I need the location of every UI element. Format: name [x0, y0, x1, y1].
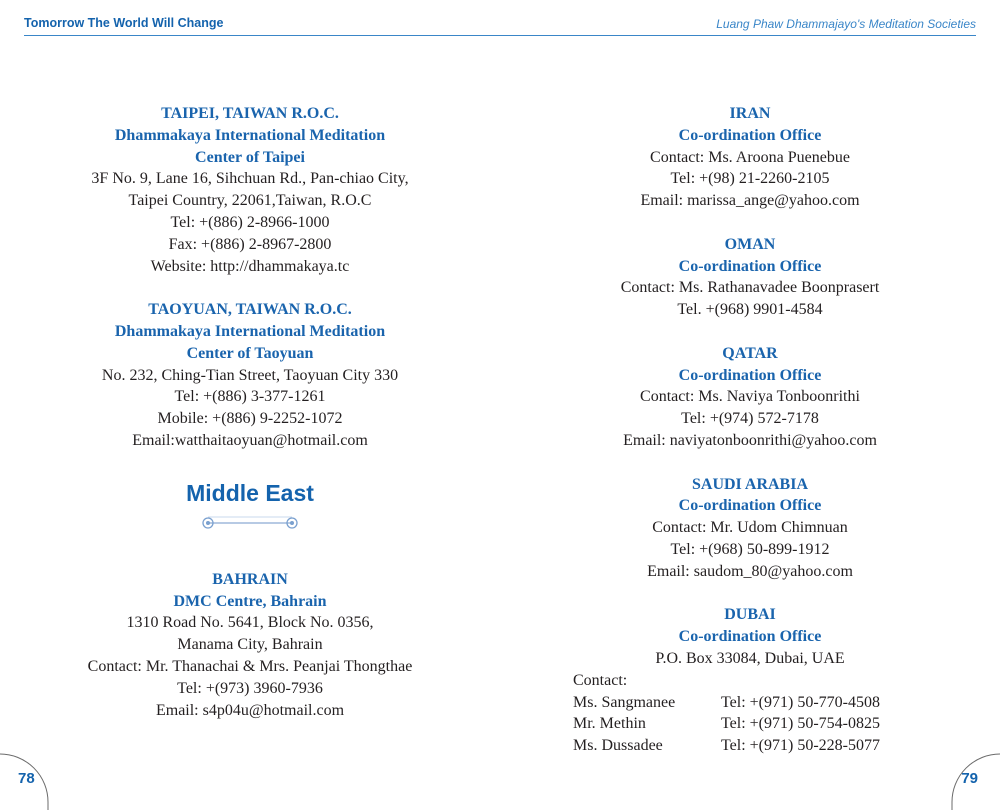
entry-title: IRAN: [729, 105, 771, 122]
entry-org-name: Co-ordination Office: [678, 257, 822, 275]
email-line: Email: saudom_80@yahoo.com: [647, 562, 853, 580]
phone-line: Tel: +(968) 50-899-1912: [670, 540, 830, 558]
mobile-line: Mobile: +(886) 9-2252-1072: [157, 410, 343, 428]
address-line: No. 232, Ching-Tian Street, Taoyuan City 330: [101, 366, 399, 384]
contact-row: [573, 713, 960, 735]
entry-org-name: Dhammakaya International Meditation: [114, 126, 386, 144]
contact-line: Contact: Ms. Rathanavadee Boonprasert: [620, 279, 880, 297]
entry-org-name: Dhammakaya International Meditation: [114, 322, 386, 340]
address-line: P.O. Box 33084, Dubai, UAE: [655, 649, 845, 667]
address-line: Taipei Country, 22061,Taiwan, R.O.C: [128, 192, 372, 210]
address-line: 3F No. 9, Lane 16, Sihchuan Rd., Pan-chiao City,: [91, 170, 409, 188]
entry-title: BAHRAIN: [212, 570, 288, 588]
contact-line: Contact: Mr. Thanachai & Mrs. Peanjai Thongthae: [87, 657, 413, 675]
phone-line: Tel. +(968) 9901-4584: [677, 301, 823, 319]
right-column: [540, 103, 960, 757]
entry-bahrain: [40, 569, 460, 722]
phone-line: Tel: +(974) 572-7178: [681, 410, 819, 428]
page-number-right: 79: [961, 770, 978, 787]
email-line: Email:watthaitaoyuan@hotmail.com: [132, 431, 368, 449]
email-line: Email: marissa_ange@yahoo.com: [640, 192, 860, 210]
contact-row: [573, 735, 960, 757]
entry-oman: [540, 234, 960, 321]
entry-org-name: Co-ordination Office: [678, 366, 822, 384]
scroll-ornament-icon: [200, 515, 300, 531]
entry-dubai: [540, 604, 960, 757]
email-line: Email: s4p04u@hotmail.com: [155, 701, 345, 719]
contact-list: [573, 670, 960, 757]
fax-line: Fax: +(886) 2-8967-2800: [168, 235, 332, 253]
phone-line: Tel: +(886) 2-8966-1000: [170, 213, 330, 231]
region-heading: Middle East: [186, 479, 314, 506]
book-title: Tomorrow The World Will Change: [24, 16, 224, 30]
contact-row: [573, 692, 960, 714]
entry-org-name: Co-ordination Office: [678, 126, 822, 144]
section-title: Luang Phaw Dhammajayo's Meditation Societies: [716, 17, 976, 31]
website-line: Website: http://dhammakaya.tc: [150, 257, 350, 275]
contact-name: Ms. Dussadee: [573, 737, 663, 755]
entry-title: TAOYUAN, TAIWAN R.O.C.: [148, 301, 352, 319]
entry-qatar: [540, 343, 960, 452]
entry-title: SAUDI ARABIA: [691, 475, 809, 493]
address-line: 1310 Road No. 5641, Block No. 0356,: [126, 614, 374, 632]
contact-line: Contact: Ms. Naviya Tonboonrithi: [640, 388, 860, 406]
contact-name: Ms. Sangmanee: [573, 693, 676, 711]
entry-title: QATAR: [722, 344, 778, 362]
contact-phone: Tel: +(971) 50-754-0825: [721, 715, 880, 733]
header-rule: [24, 35, 976, 36]
entry-title: TAIPEI, TAIWAN R.O.C.: [161, 105, 339, 122]
contact-phone: Tel: +(971) 50-228-5077: [721, 737, 880, 755]
entry-title: OMAN: [724, 235, 776, 253]
contact-name: Mr. Methin: [573, 715, 646, 733]
contact-phone: Tel: +(971) 50-770-4508: [721, 693, 880, 711]
entry-org-name: Co-ordination Office: [678, 497, 822, 515]
page-header: [0, 0, 1000, 40]
entry-taoyuan: [40, 299, 460, 452]
entry-saudi-arabia: [540, 474, 960, 583]
entry-org-name: DMC Centre, Bahrain: [173, 592, 327, 610]
entry-org-name: Center of Taipei: [195, 148, 305, 166]
phone-line: Tel: +(886) 3-377-1261: [174, 388, 326, 406]
address-line: Manama City, Bahrain: [177, 636, 323, 654]
phone-line: Tel: +(973) 3960-7936: [177, 679, 323, 697]
left-column: [40, 103, 460, 743]
email-line: Email: naviyatonboonrithi@yahoo.com: [623, 431, 877, 449]
page-number-left: 78: [18, 770, 35, 787]
phone-line: Tel: +(98) 21-2260-2105: [670, 170, 830, 188]
entry-taipei: [40, 103, 460, 277]
entry-title: DUBAI: [724, 606, 776, 624]
entry-org-name: Co-ordination Office: [678, 628, 822, 646]
contact-label: Contact:: [573, 671, 628, 689]
entry-org-name: Center of Taoyuan: [186, 344, 314, 362]
contact-line: Contact: Ms. Aroona Puenebue: [650, 148, 850, 166]
entry-iran: [540, 103, 960, 212]
contact-line: Contact: Mr. Udom Chimnuan: [652, 519, 848, 537]
